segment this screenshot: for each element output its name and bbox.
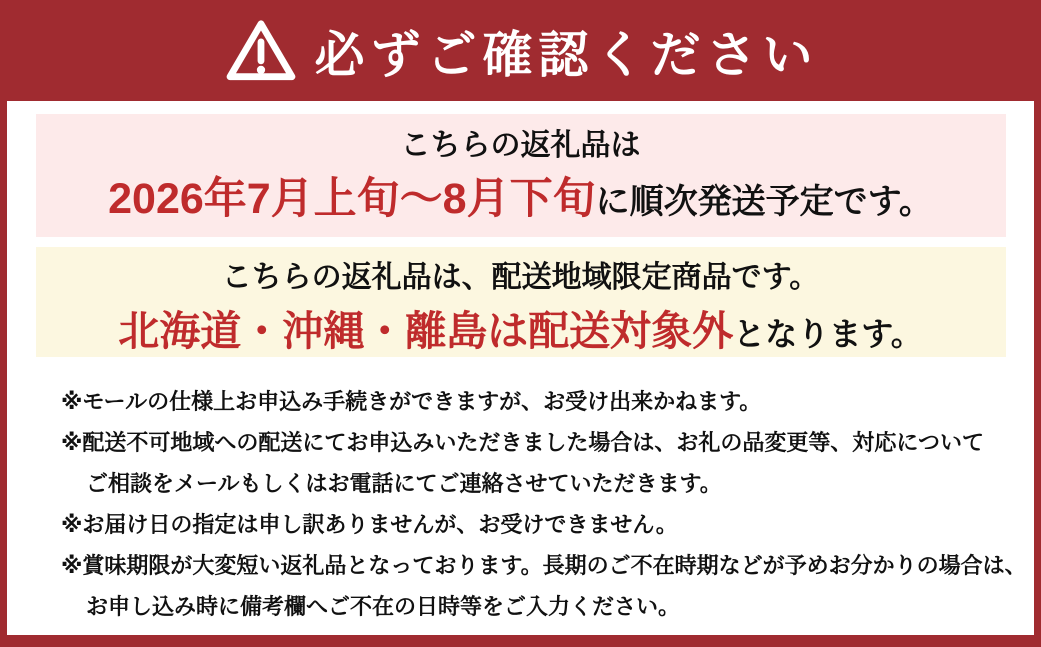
shipping-notice-box: [36, 114, 1006, 237]
region-notice-exclusion-line: [36, 305, 1006, 367]
shipping-notice-period-line: [36, 173, 1006, 235]
notes-section: [7, 357, 1034, 627]
warning-triangle-icon: [223, 17, 299, 85]
region-exclusion-highlight: 北海道・沖縄・離島は配送対象外: [118, 308, 734, 354]
note-line: ※賞味期限が大変短い返礼品となっております。長期のご不在時期などが予めお分かりの場合は、: [61, 553, 1027, 578]
region-exclusion-suffix: となります。: [733, 316, 923, 352]
note-line: ※モールの仕様上お申込み手続きができますが、お受け出来かねます。: [61, 389, 762, 414]
note-line-continuation: ご相談をメールもしくはお電話にてご連絡させていただきます。: [86, 471, 722, 496]
note-line: ※配送不可地域への配送にてお申込みいただきました場合は、お礼の品変更等、対応について: [61, 430, 984, 455]
page-title: 必ずご確認ください: [314, 26, 819, 83]
shipping-period-highlight: 2026年7月上旬～8月下旬: [108, 175, 596, 223]
region-notice-intro: こちらの返礼品は、配送地域限定商品です。: [221, 261, 820, 294]
region-notice-box: [36, 247, 1006, 357]
note-line-continuation: お申し込み時に備考欄へご不在の日時等をご入力ください。: [86, 594, 681, 619]
shipping-notice-intro: こちらの返礼品は: [400, 129, 641, 162]
shipping-period-suffix: に順次発送予定です。: [595, 183, 933, 221]
header-banner: [0, 0, 1041, 101]
note-line: ※お届け日の指定は申し訳ありませんが、お受けできません。: [61, 512, 678, 537]
